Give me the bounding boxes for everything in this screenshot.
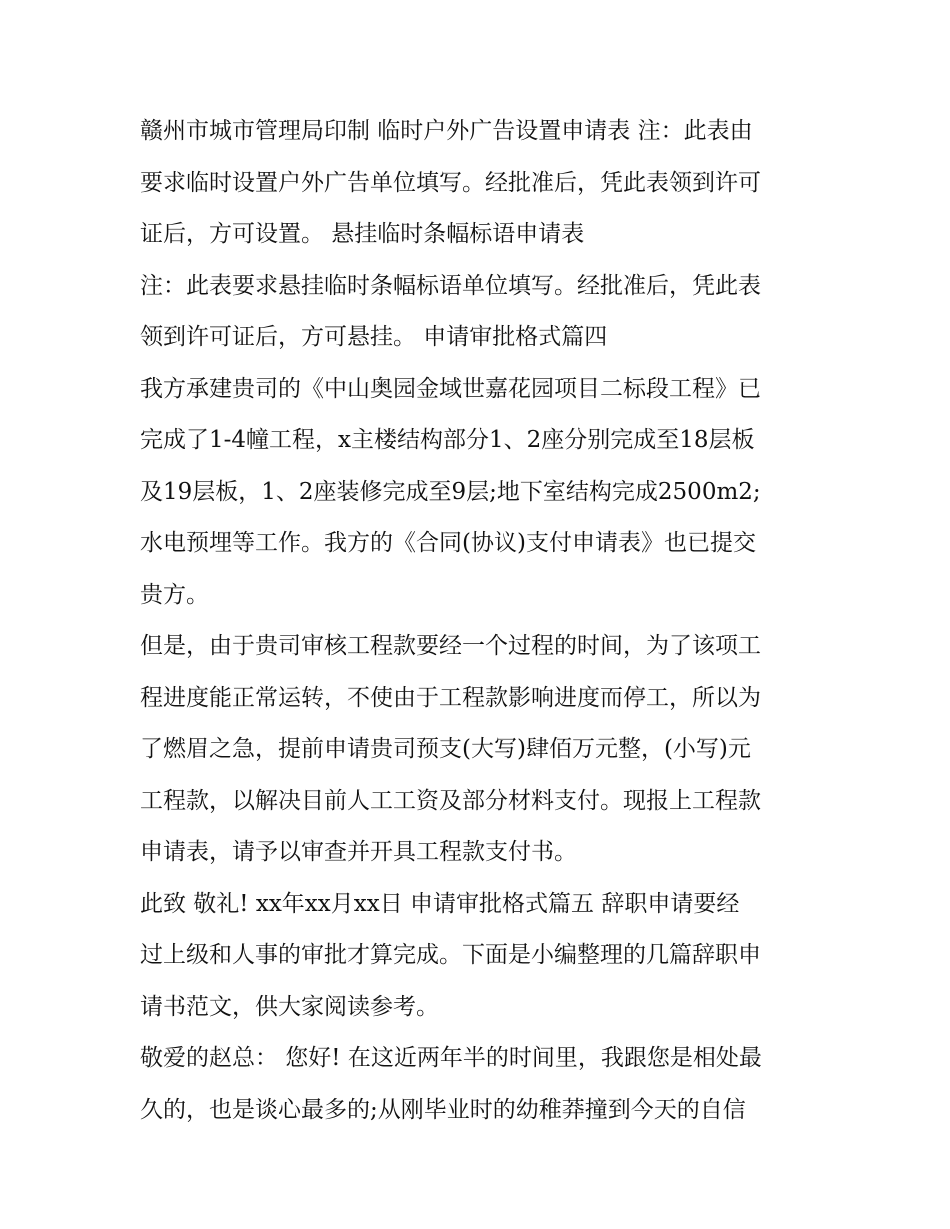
text-line: 此致 敬礼! xx年xx月xx日 申请审批格式篇五 辞职申请要经 (140, 890, 740, 917)
paragraph-letter-opening (140, 1033, 820, 1136)
text-line: 久的，也是谈心最多的;从刚毕业时的幼稚莽撞到今天的自信 (140, 1096, 746, 1123)
text-line: 请书范文，供大家阅读参考。 (140, 993, 439, 1020)
text-line: 水电预埋等工作。我方的《合同(协议)支付申请表》也已提交 (140, 530, 756, 556)
paragraph-closing-resignation-intro (140, 879, 820, 1034)
text-line: 及19层板，1、2座装修完成至9层;地下室结构完成2500m2; (140, 478, 761, 505)
text-line: 领到许可证后，方可悬挂。 申请审批格式篇四 (140, 324, 608, 350)
document-body (140, 106, 820, 1136)
text-line: 贵方。 (140, 581, 209, 608)
text-line: 程进度能正常运转，不使由于工程款影响进度而停工，所以为 (140, 684, 761, 711)
text-line: 敬爱的赵总： 您好! 在这近两年半的时间里，我跟您是相处最 (140, 1045, 762, 1071)
paragraph-ad-permit (140, 106, 820, 261)
text-line: 注：此表要求悬挂临时条幅标语单位填写。经批准后，凭此表 (140, 272, 761, 299)
text-line: 要求临时设置户外广告单位填写。经批准后，凭此表领到许可 (140, 169, 761, 196)
paragraph-project-progress (140, 364, 820, 622)
paragraph-banner-note (140, 261, 820, 364)
text-line: 赣州市城市管理局印制 临时户外广告设置申请表 注：此表由 (140, 118, 753, 144)
text-line: 证后，方可设置。 悬挂临时条幅标语申请表 (140, 221, 585, 247)
text-line: 但是，由于贵司审核工程款要经一个过程的时间，为了该项工 (140, 633, 761, 659)
text-line: 完成了1-4幢工程，x主楼结构部分1、2座分别完成至18层板 (140, 427, 755, 453)
text-line: 我方承建贵司的《中山奥园金域世嘉花园项目二标段工程》已 (140, 375, 761, 402)
text-line: 了燃眉之急，提前申请贵司预支(大写)肆佰万元整，(小写)元 (140, 736, 751, 762)
text-line: 申请表，请予以审查并开具工程款支付书。 (140, 839, 577, 865)
paragraph-advance-request (140, 621, 820, 879)
text-line: 过上级和人事的审批才算完成。下面是小编整理的几篇辞职申 (140, 942, 761, 968)
text-line: 工程款，以解决目前人工工资及部分材料支付。现报上工程款 (140, 787, 761, 814)
